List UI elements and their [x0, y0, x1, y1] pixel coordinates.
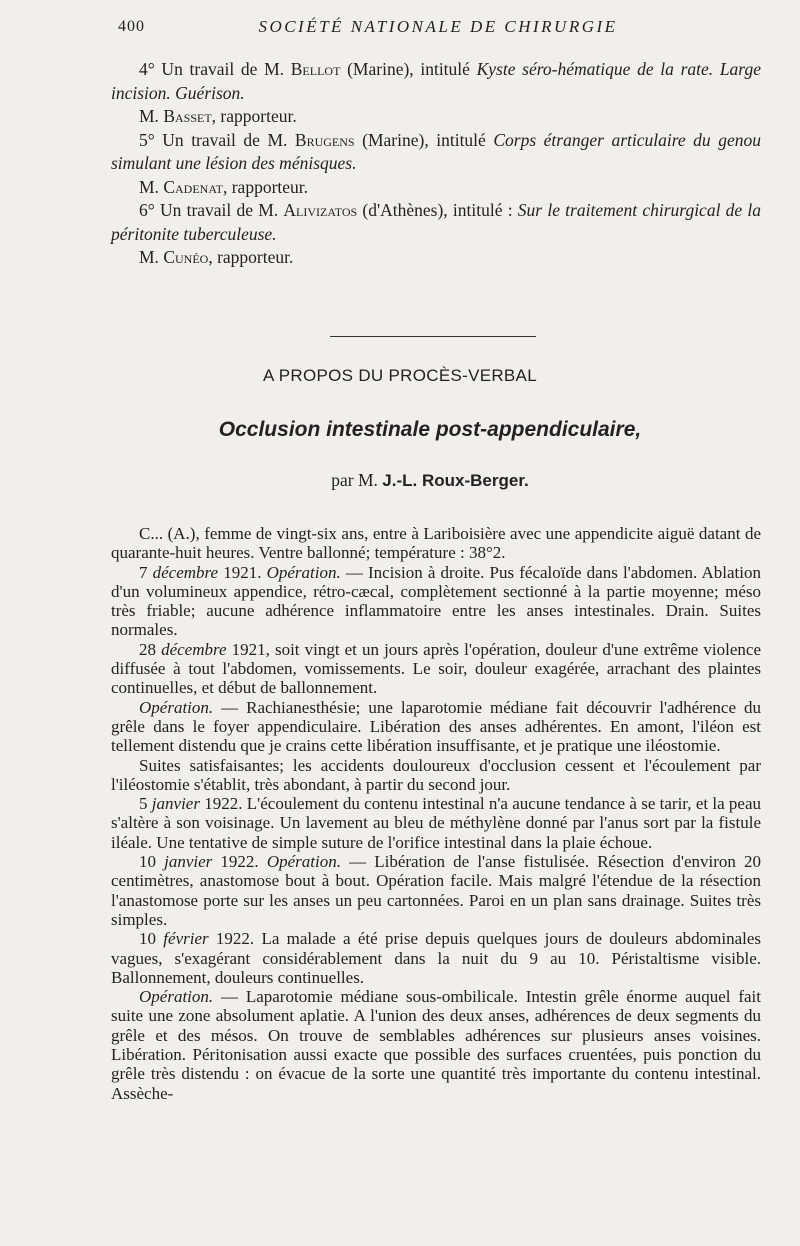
author-name: J.-L. Roux-Berger. [382, 471, 529, 490]
rapporteur-line: M. Cadenat, rapporteur. [139, 176, 309, 197]
operation-label: Opération. [266, 852, 341, 872]
date-month: février [163, 929, 209, 949]
rapporteur-name: Cunéo [163, 247, 209, 267]
author-name: Brugens [294, 129, 355, 150]
paragraph: Suites satisfaisantes; les accidents douloureux d'occlusion cessent et l'écoulement par l'iléostomie s'établit, très abondant, à partir du second jour. [111, 755, 761, 794]
report-title: Corps étranger articulaire du genou simulant une lésion des ménisques. [111, 129, 761, 173]
report-item: 6° Un travail de M. Alivizatos (d'Athènes), intitulé : Sur le traitement chirurgical de la péritonite tuberculeuse. [111, 200, 762, 244]
byline: par M. J.-L. Roux-Berger. [331, 470, 529, 490]
rapporteur-name: Basset [163, 106, 212, 126]
report-title: Kyste séro-hématique de la rate. Large incision. Guérison. [111, 59, 761, 103]
report-item: 4° Un travail de M. Bellot (Marine), intitulé Kyste séro-hématique de la rate. Large incision. Guérison. [111, 59, 761, 103]
section-title: A PROPOS DU PROCÈS-VERBAL [263, 366, 537, 385]
section-divider [330, 336, 536, 337]
paragraph: Opération. — Laparotomie médiane sous-ombilicale. Intestin grêle énorme auquel fait suite une zone absolument aplatie. A l'union des deux anses, adhérences de deux segments du grêle et des mésos. On trouve de semblables adhérences sur plusieurs anses voisines. Libération. Péritonisation aussi exacte que possible des surfaces cruentées, puis ponction du grêle très distendu : on évacue de la sorte une quantité très importante du contenu intestinal. Assèche- [111, 987, 761, 1103]
paragraph: 5 janvier 1922. L'écoulement du contenu intestinal n'a aucune tendance à se tarir, et la peau s'altère à son voisinage. Un lavement au bleu de méthylène donné par l'anus sort par la fistule iléale. Une tentative de simple suture de l'orifice intestinal dans la plaie échoue. [111, 794, 762, 852]
date-month: janvier [151, 794, 200, 814]
operation-label: Opération. [266, 562, 341, 582]
paragraph: C... (A.), femme de vingt-six ans, entre à Lariboisière avec une appendicite aiguë datant de quarante-huit heures. Ventre ballonné; température : 38°2. [111, 524, 761, 563]
article-title: Occlusion intestinale post-appendiculaire, [218, 418, 642, 441]
article-body [111, 524, 761, 1103]
date-month: janvier [164, 852, 213, 872]
paragraph: 10 février 1922. La malade a été prise depuis quelques jours de douleurs abdominales vagues, s'exagérant considérablement dans la nuit du 9 au 10. Péristaltisme visible. Ballonnement, douleurs continuelles. [111, 929, 762, 987]
paragraph: 28 décembre 1921, soit vingt et un jours après l'opération, douleur d'une extrême violence diffusée à tout l'abdomen, vomissements. Le soir, douleur exagérée, arrachant des plaintes continuelles, et début de ballonnement. [111, 639, 762, 698]
report-item: 5° Un travail de M. Brugens (Marine), intitulé Corps étranger articulaire du genou simulant une lésion des ménisques. [111, 129, 761, 173]
paragraph: 7 décembre 1921. Opération. — Incision à droite. Pus fécaloïde dans l'abdomen. Ablation d'un volumineux appendice, rétro-cæcal, complètement sectionné à la partie moyenne; méso très friable; aucune adhérence inflammatoire entre les anses intestinales. Drain. Suites normales. [111, 562, 761, 640]
report-title: Sur le traitement chirurgical de la péritonite tuberculeuse. [111, 200, 762, 244]
operation-label: Opération. [139, 697, 214, 717]
page-number: 400 [118, 18, 145, 35]
rapporteur-name: Cadenat [163, 176, 223, 197]
date-month: décembre [161, 639, 227, 659]
running-title: SOCIÉTÉ NATIONALE DE CHIRURGIE [258, 17, 618, 36]
date-month: décembre [152, 562, 219, 582]
paragraph: Opération. — Rachianesthésie; une laparotomie médiane fait découvrir l'adhérence du grêle dans le foyer appendiculaire. Libération des anses adhérentes. En amont, l'iléon est tellement distendu que je crains cette libération insuffisante, et je pratique une iléostomie. [111, 697, 761, 756]
author-name: Alivizatos [283, 200, 358, 220]
rapporteur-line: M. Basset, rapporteur. [139, 106, 297, 126]
author-name: Bellot [290, 59, 341, 79]
page-header [118, 14, 758, 40]
reports-list [111, 58, 761, 270]
paragraph: 10 janvier 1922. Opération. — Libération de l'anse fistulisée. Résection d'environ 20 centimètres, anastomose bout à bout. Opération facile. Mais malgré l'étendue de la résection l'anastomose porte sur les anses un peu cartonnées. Paroi en un plan sans drainage. Suites très simples. [111, 852, 762, 929]
operation-label: Opération. [139, 987, 214, 1007]
rapporteur-line: M. Cunéo, rapporteur. [139, 247, 294, 267]
